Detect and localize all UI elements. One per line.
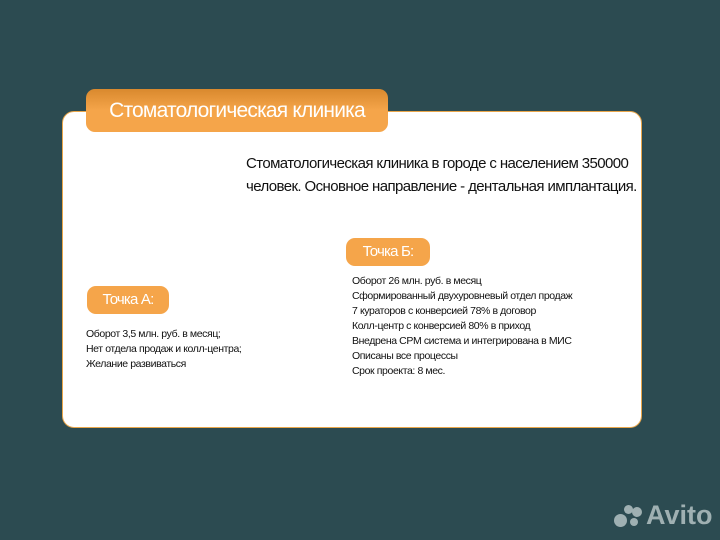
avito-dots-icon bbox=[613, 503, 643, 529]
list-item: Описаны все процессы bbox=[352, 350, 458, 362]
point-a-list bbox=[86, 327, 241, 372]
list-item: Срок проекта: 8 мес. bbox=[352, 365, 446, 377]
list-item: Внедрена CPM система и интегрирована в МИС bbox=[352, 335, 572, 347]
point-a-label: Точка А: bbox=[87, 286, 169, 314]
avito-watermark bbox=[613, 500, 713, 531]
list-item: Оборот 26 млн. руб. в месяц bbox=[352, 275, 482, 287]
list-item: Оборот 3,5 млн. руб. в месяц; bbox=[86, 328, 221, 340]
list-item: Желание развиваться bbox=[86, 358, 186, 370]
list-item: 7 кураторов с конверсией 78% в договор bbox=[352, 305, 536, 317]
avito-text: Avito bbox=[646, 500, 713, 530]
list-item: Колл-центр с конверсией 80% в приход bbox=[352, 320, 531, 332]
case-description: Стоматологическая клиника в городе с населением 350000 человек. Основное направление - дентальная имплантация. bbox=[246, 155, 637, 195]
list-item: Сформированный двухуровневый отдел продаж bbox=[352, 290, 573, 302]
case-title: Стоматологическая клиника bbox=[86, 89, 388, 132]
list-item: Нет отдела продаж и колл-центра; bbox=[86, 343, 242, 355]
point-b-label: Точка Б: bbox=[346, 238, 430, 266]
point-b-list bbox=[352, 274, 572, 379]
